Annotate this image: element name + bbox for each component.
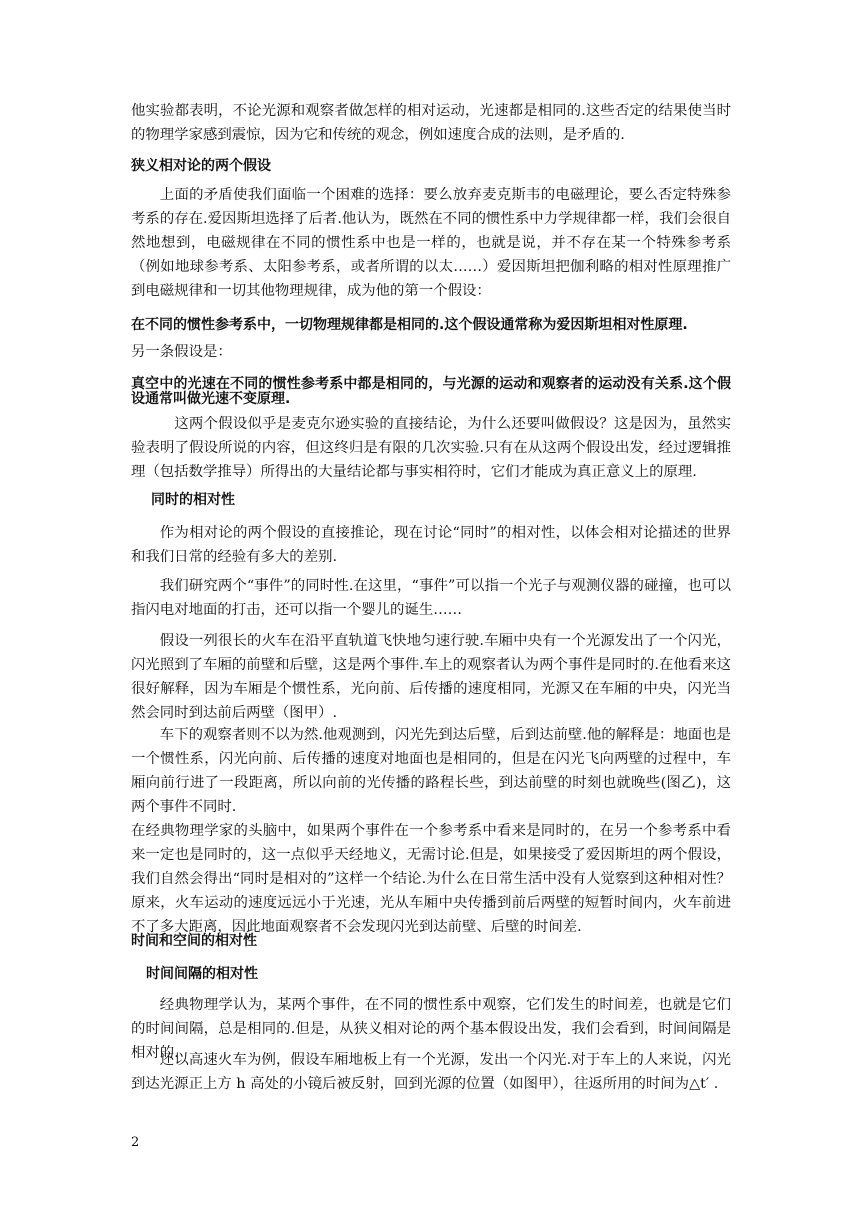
bold-light-speed-principle: 真空中的光速在不同的惯性参考系中都是相同的，与光源的运动和观察者的运动没有关系.这个假设通常叫做光速不变原理.: [131, 376, 731, 407]
heading-time-interval: 时间间隔的相对性: [146, 966, 258, 982]
paragraph-time-interval-1: 经典物理学认为，某两个事件，在不同的惯性系中观察，它们发生的时间差，也就是它们的时间间隔，总是相同的.但是，从狭义相对论的两个基本假设出发，我们会看到，时间间隔是相对的.: [131, 997, 731, 1061]
paragraph-simultaneity-5: 在经典物理学家的头脑中，如果两个事件在一个参考系中看来是同时的，在另一个参考系中看来一定也是同时的，这一点似乎天经地义，无需讨论.但是，如果接受了爱因斯坦的两个假设，我们自然会得出“同时是相对的”这样一个结论.为什么在日常生活中没有人觉察到这种相对性？原来，火车运动的速度远远小于光速，光从车厢中央传播到前后两壁的短暂时间内，火车前进不了多大距离，因此地面观察者不会发现闪光到达前壁、后壁的时间差.: [131, 823, 731, 935]
paragraph-dilemma: 上面的矛盾使我们面临一个困难的选择：要么放弃麦克斯韦的电磁理论，要么否定特殊参考系的存在.爱因斯坦选择了后者.他认为，既然在不同的惯性系中力学规律都一样，我们会很自然地想到，电磁规律在不同的惯性系中也是一样的，也就是说，并不存在某一个特殊参考系（例如地球参考系、太阳参考系，或者所谓的以太……）爱因斯坦把伽利略的相对性原理推广到电磁规律和一切其他物理规律，成为他的第一个假设：: [131, 187, 731, 299]
paragraph-intro: 他实验都表明，不论光源和观察者做怎样的相对运动，光速都是相同的.这些否定的结果使当时的物理学家感到震惊，因为它和传统的观念，例如速度合成的法则，是矛盾的.: [131, 103, 731, 143]
paragraph-simultaneity-2: 我们研究两个“事件”的同时性.在这里，“事件”可以指一个光子与观测仪器的碰撞，也可以指闪电对地面的打击，还可以指一个婴儿的诞生……: [131, 578, 731, 618]
paragraph-simultaneity-3: 假设一列很长的火车在沿平直轨道飞快地匀速行驶.车厢中央有一个光源发出了一个闪光，闪光照到了车厢的前壁和后壁，这是两个事件.车上的观察者认为两个事件是同时的.在他看来这很好解释，因为车厢是个惯性系，光向前、后传播的速度相同，光源又在车厢的中央，闪光当然会同时到达前后两壁（图甲）.: [131, 633, 731, 721]
heading-spacetime-relativity: 时间和空间的相对性: [131, 933, 257, 949]
heading-simultaneity: 同时的相对性: [151, 492, 235, 508]
bold-relativity-principle: 在不同的惯性参考系中，一切物理规律都是相同的.这个假设通常称为爱因斯坦相对性原理.: [131, 317, 688, 333]
paragraph-why-postulate: 这两个假设似乎是麦克尔逊实验的直接结论，为什么还要叫做假设？这是因为，虽然实验表明了假设所说的内容，但这终归是有限的几次实验.只有在从这两个假设出发，经过逻辑推理（包括数学推导）所得出的大量结论都与事实相符时，它们才能成为真正意义上的原理.: [131, 416, 731, 480]
paragraph-another-postulate: 另一条假设是：: [131, 344, 232, 360]
page-number: 2: [131, 1135, 140, 1150]
heading-two-postulates: 狭义相对论的两个假设: [131, 158, 271, 174]
paragraph-simultaneity-4: 车下的观察者则不以为然.他观测到，闪光先到达后壁，后到达前壁.他的解释是：地面也是一个惯性系，闪光向前、后传播的速度对地面也是相同的，但是在闪光飞向两壁的过程中，车厢向前行进了一段距离，所以向前的光传播的路程长些，到达前壁的时刻也就晚些(图乙)，这两个事件不同时.: [131, 727, 731, 815]
paragraph-time-interval-2: 还以高速火车为例，假设车厢地板上有一个光源，发出一个闪光.对于车上的人来说，闪光到达光源正上方 h 高处的小镜后被反射，回到光源的位置（如图甲），往返所用的时间为△t′ .: [131, 1052, 731, 1092]
paragraph-simultaneity-1: 作为相对论的两个假设的直接推论，现在讨论“同时”的相对性，以体会相对论描述的世界和我们日常的经验有多大的差别.: [131, 525, 731, 565]
